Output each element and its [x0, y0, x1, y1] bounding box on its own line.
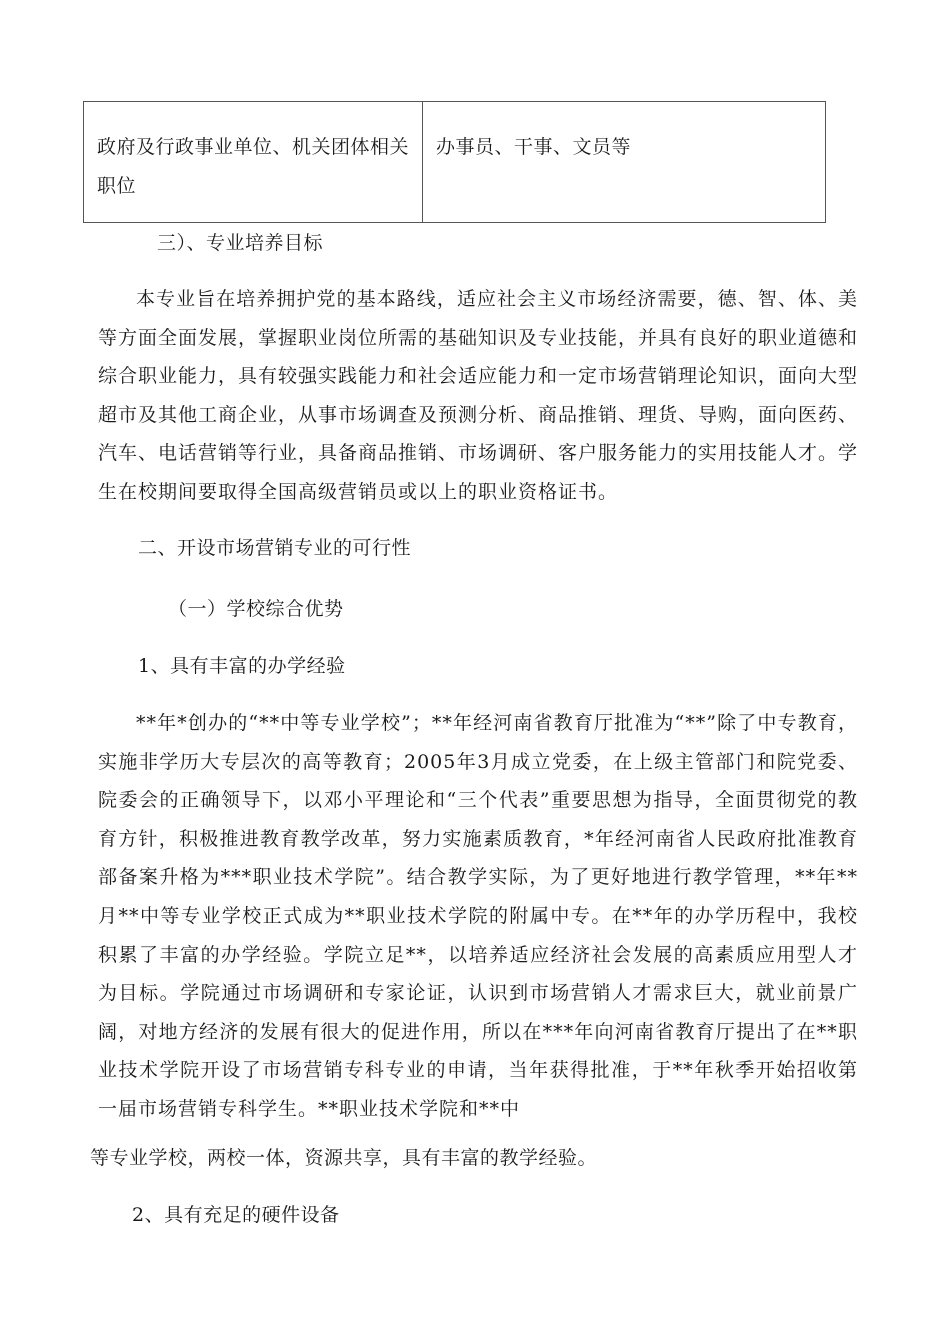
item-one-heading: 1、具有丰富的办学经验 — [138, 655, 346, 677]
section-goal-heading: 三）、专业培养目标 — [157, 232, 324, 254]
table-row — [84, 102, 826, 223]
history-continuation: 等专业学校，两校一体，资源共享，具有丰富的教学经验。 — [90, 1147, 598, 1169]
history-paragraph: **年*创办的“**中等专业学校”；**年经河南省教育厅批准为“**”除了中专教育，实施非学历大专层次的高等教育；2005年3月成立党委，在上级主管部门和院党委、院委会的正确领导下，以邓小平理论和“三个代表”重要思想为指导，全面贯彻党的教育方针，积极推进教育教学改革，努力实施素质教育，*年经河南省人民政府批准教育部备案升格为***职业技术学院”。结合教学实际，为了更好地进行教学管理，**年**月**中等专业学校正式成为**职业技术学院的附属中专。在**年的办学历程中，我校积累了丰富的办学经验。学院立足**，以培养适应经济社会发展的高素质应用型人才为目标。学院通过市场调研和专家论证，认识到市场营销人才需求巨大，就业前景广阔，对地方经济的发展有很大的促进作用，所以在***年向河南省教育厅提出了在**职业技术学院开设了市场营销专科专业的申请，当年获得批准，于**年秋季开始招收第一届市场营销专科学生。**职业技术学院和**中 — [98, 712, 858, 1120]
goal-paragraph: 本专业旨在培养拥护党的基本路线，适应社会主义市场经济需要，德、智、体、美等方面全面发展，掌握职业岗位所需的基础知识及专业技能，并具有良好的职业道德和综合职业能力，具有较强实践能力和社会适应能力和一定市场营销理论知识，面向大型超市及其他工商企业，从事市场调查及预测分析、商品推销、理货、导购，面向医药、汽车、电话营销等行业，具备商品推销、市场调研、客户服务能力的实用技能人才。学生在校期间要取得全国高级营销员或以上的职业资格证书。 — [98, 288, 859, 503]
section-two-heading: 二、开设市场营销专业的可行性 — [138, 537, 412, 559]
subsection-one-heading: （一）学校综合优势 — [168, 598, 344, 620]
table-cell-roles: 办事员、干事、文员等 — [423, 102, 826, 223]
job-position-table — [83, 101, 826, 223]
item-two-heading: 2、具有充足的硬件设备 — [132, 1204, 340, 1226]
table-cell-position: 政府及行政事业单位、机关团体相关职位 — [84, 102, 423, 223]
